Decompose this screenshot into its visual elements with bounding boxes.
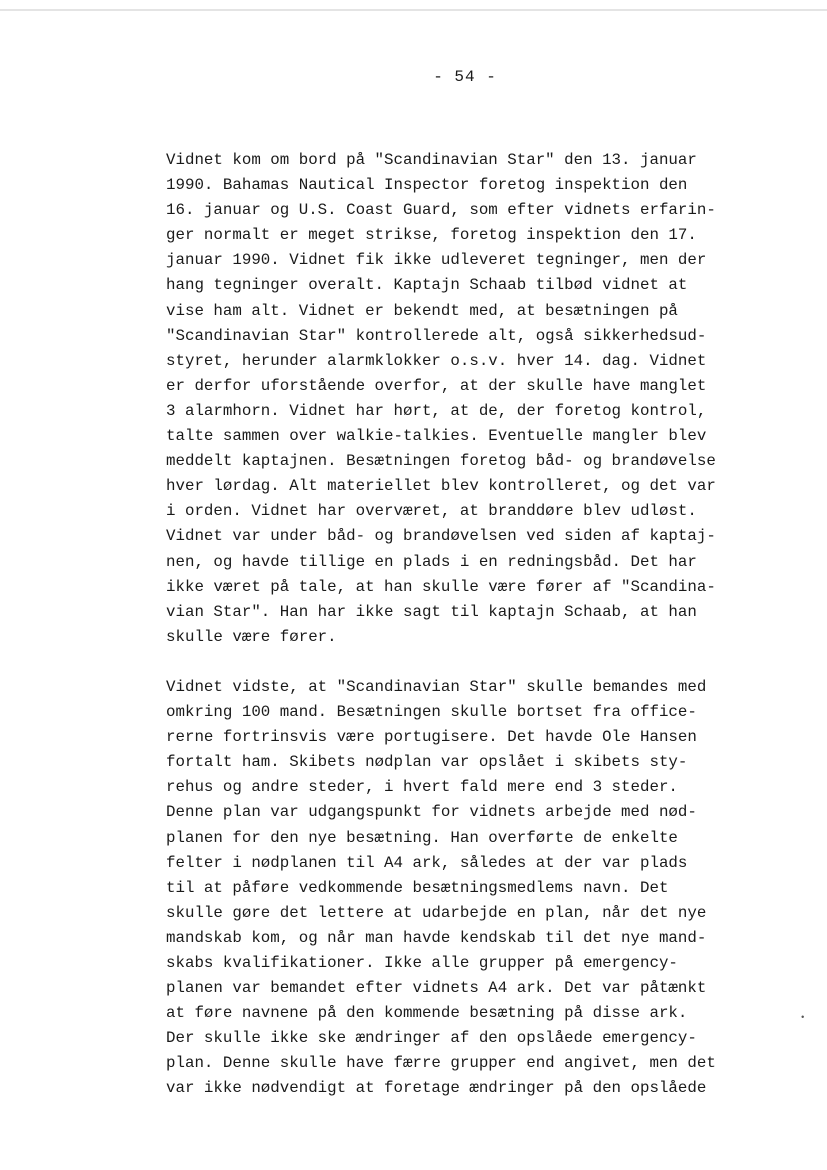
- text-line: rehus og andre steder, i hvert fald mere end 3 steder.: [166, 778, 678, 797]
- text-line: talte sammen over walkie-talkies. Eventuelle mangler blev: [166, 427, 707, 446]
- text-line: Vidnet var under båd- og brandøvelsen ved siden af kaptaj-: [166, 527, 716, 546]
- text-line: mandskab kom, og når man havde kendskab til det nye mand-: [166, 928, 707, 947]
- text-line: omkring 100 mand. Besætningen skulle bortset fra office-: [166, 703, 697, 722]
- text-line: ger normalt er meget strikse, foretog inspektion den 17.: [166, 226, 697, 245]
- text-line: til at påføre vedkommende besætningsmedlems navn. Det: [166, 878, 669, 897]
- text-line: januar 1990. Vidnet fik ikke udleveret tegninger, men der: [166, 251, 707, 270]
- text-line: 3 alarmhorn. Vidnet har hørt, at de, der foretog kontrol,: [166, 401, 707, 420]
- scan-edge-line: [0, 9, 827, 11]
- scan-speck: •: [800, 1013, 806, 1023]
- text-line: styret, herunder alarmklokker o.s.v. hver 14. dag. Vidnet: [166, 351, 707, 370]
- paragraph: [166, 675, 776, 1102]
- text-line: hver lørdag. Alt materiellet blev kontrolleret, og det var: [166, 477, 716, 496]
- text-line: ikke været på tale, at han skulle være fører af "Scandina-: [166, 577, 716, 596]
- page-number: - 54 -: [433, 68, 497, 86]
- paragraph: [166, 148, 776, 650]
- text-line: meddelt kaptajnen. Besætningen foretog båd- og brandøvelse: [166, 452, 716, 471]
- text-line: Vidnet kom om bord på "Scandinavian Star" den 13. januar: [166, 151, 697, 169]
- text-line: planen for den nye besætning. Han overførte de enkelte: [166, 828, 678, 847]
- text-line: er derfor uforstående overfor, at der skulle have manglet: [166, 376, 707, 395]
- text-line: i orden. Vidnet har overværet, at branddøre blev udløst.: [166, 502, 697, 521]
- text-line: skabs kvalifikationer. Ikke alle grupper på emergency-: [166, 954, 678, 972]
- text-line: Denne plan var udgangspunkt for vidnets arbejde med nød-: [166, 803, 697, 822]
- text-line: rerne fortrinsvis være portugisere. Det havde Ole Hansen: [166, 728, 697, 747]
- text-line: Vidnet vidste, at "Scandinavian Star" skulle bemandes med: [166, 677, 707, 696]
- text-line: hang tegninger overalt. Kaptajn Schaab tilbød vidnet at: [166, 276, 688, 295]
- text-line: planen var bemandet efter vidnets A4 ark. Det var påtænkt: [166, 979, 707, 998]
- text-line: 16. januar og U.S. Coast Guard, som efter vidnets erfarin-: [166, 201, 716, 220]
- text-line: plan. Denne skulle have færre grupper end angivet, men det: [166, 1054, 716, 1073]
- text-line: fortalt ham. Skibets nødplan var opslået i skibets sty-: [166, 753, 688, 772]
- text-line: 1990. Bahamas Nautical Inspector foretog inspektion den: [166, 176, 688, 195]
- text-line: felter i nødplanen til A4 ark, således at der var plads: [166, 853, 688, 872]
- text-line: at føre navnene på den kommende besætning på disse ark.: [166, 1004, 688, 1023]
- text-line: "Scandinavian Star" kontrollerede alt, også sikkerhedsud-: [166, 326, 707, 345]
- text-line: vise ham alt. Vidnet er bekendt med, at besætningen på: [166, 301, 678, 320]
- text-line: Der skulle ikke ske ændringer af den opslåede emergency-: [166, 1029, 697, 1048]
- text-line: nen, og havde tillige en plads i en redningsbåd. Det har: [166, 552, 697, 571]
- text-line: skulle være fører.: [166, 627, 337, 646]
- text-line: var ikke nødvendigt at foretage ændringer på den opslåede: [166, 1079, 707, 1098]
- text-line: skulle gøre det lettere at udarbejde en plan, når det nye: [166, 903, 707, 922]
- document-body: [166, 148, 776, 1102]
- text-line: vian Star". Han har ikke sagt til kaptajn Schaab, at han: [166, 602, 697, 621]
